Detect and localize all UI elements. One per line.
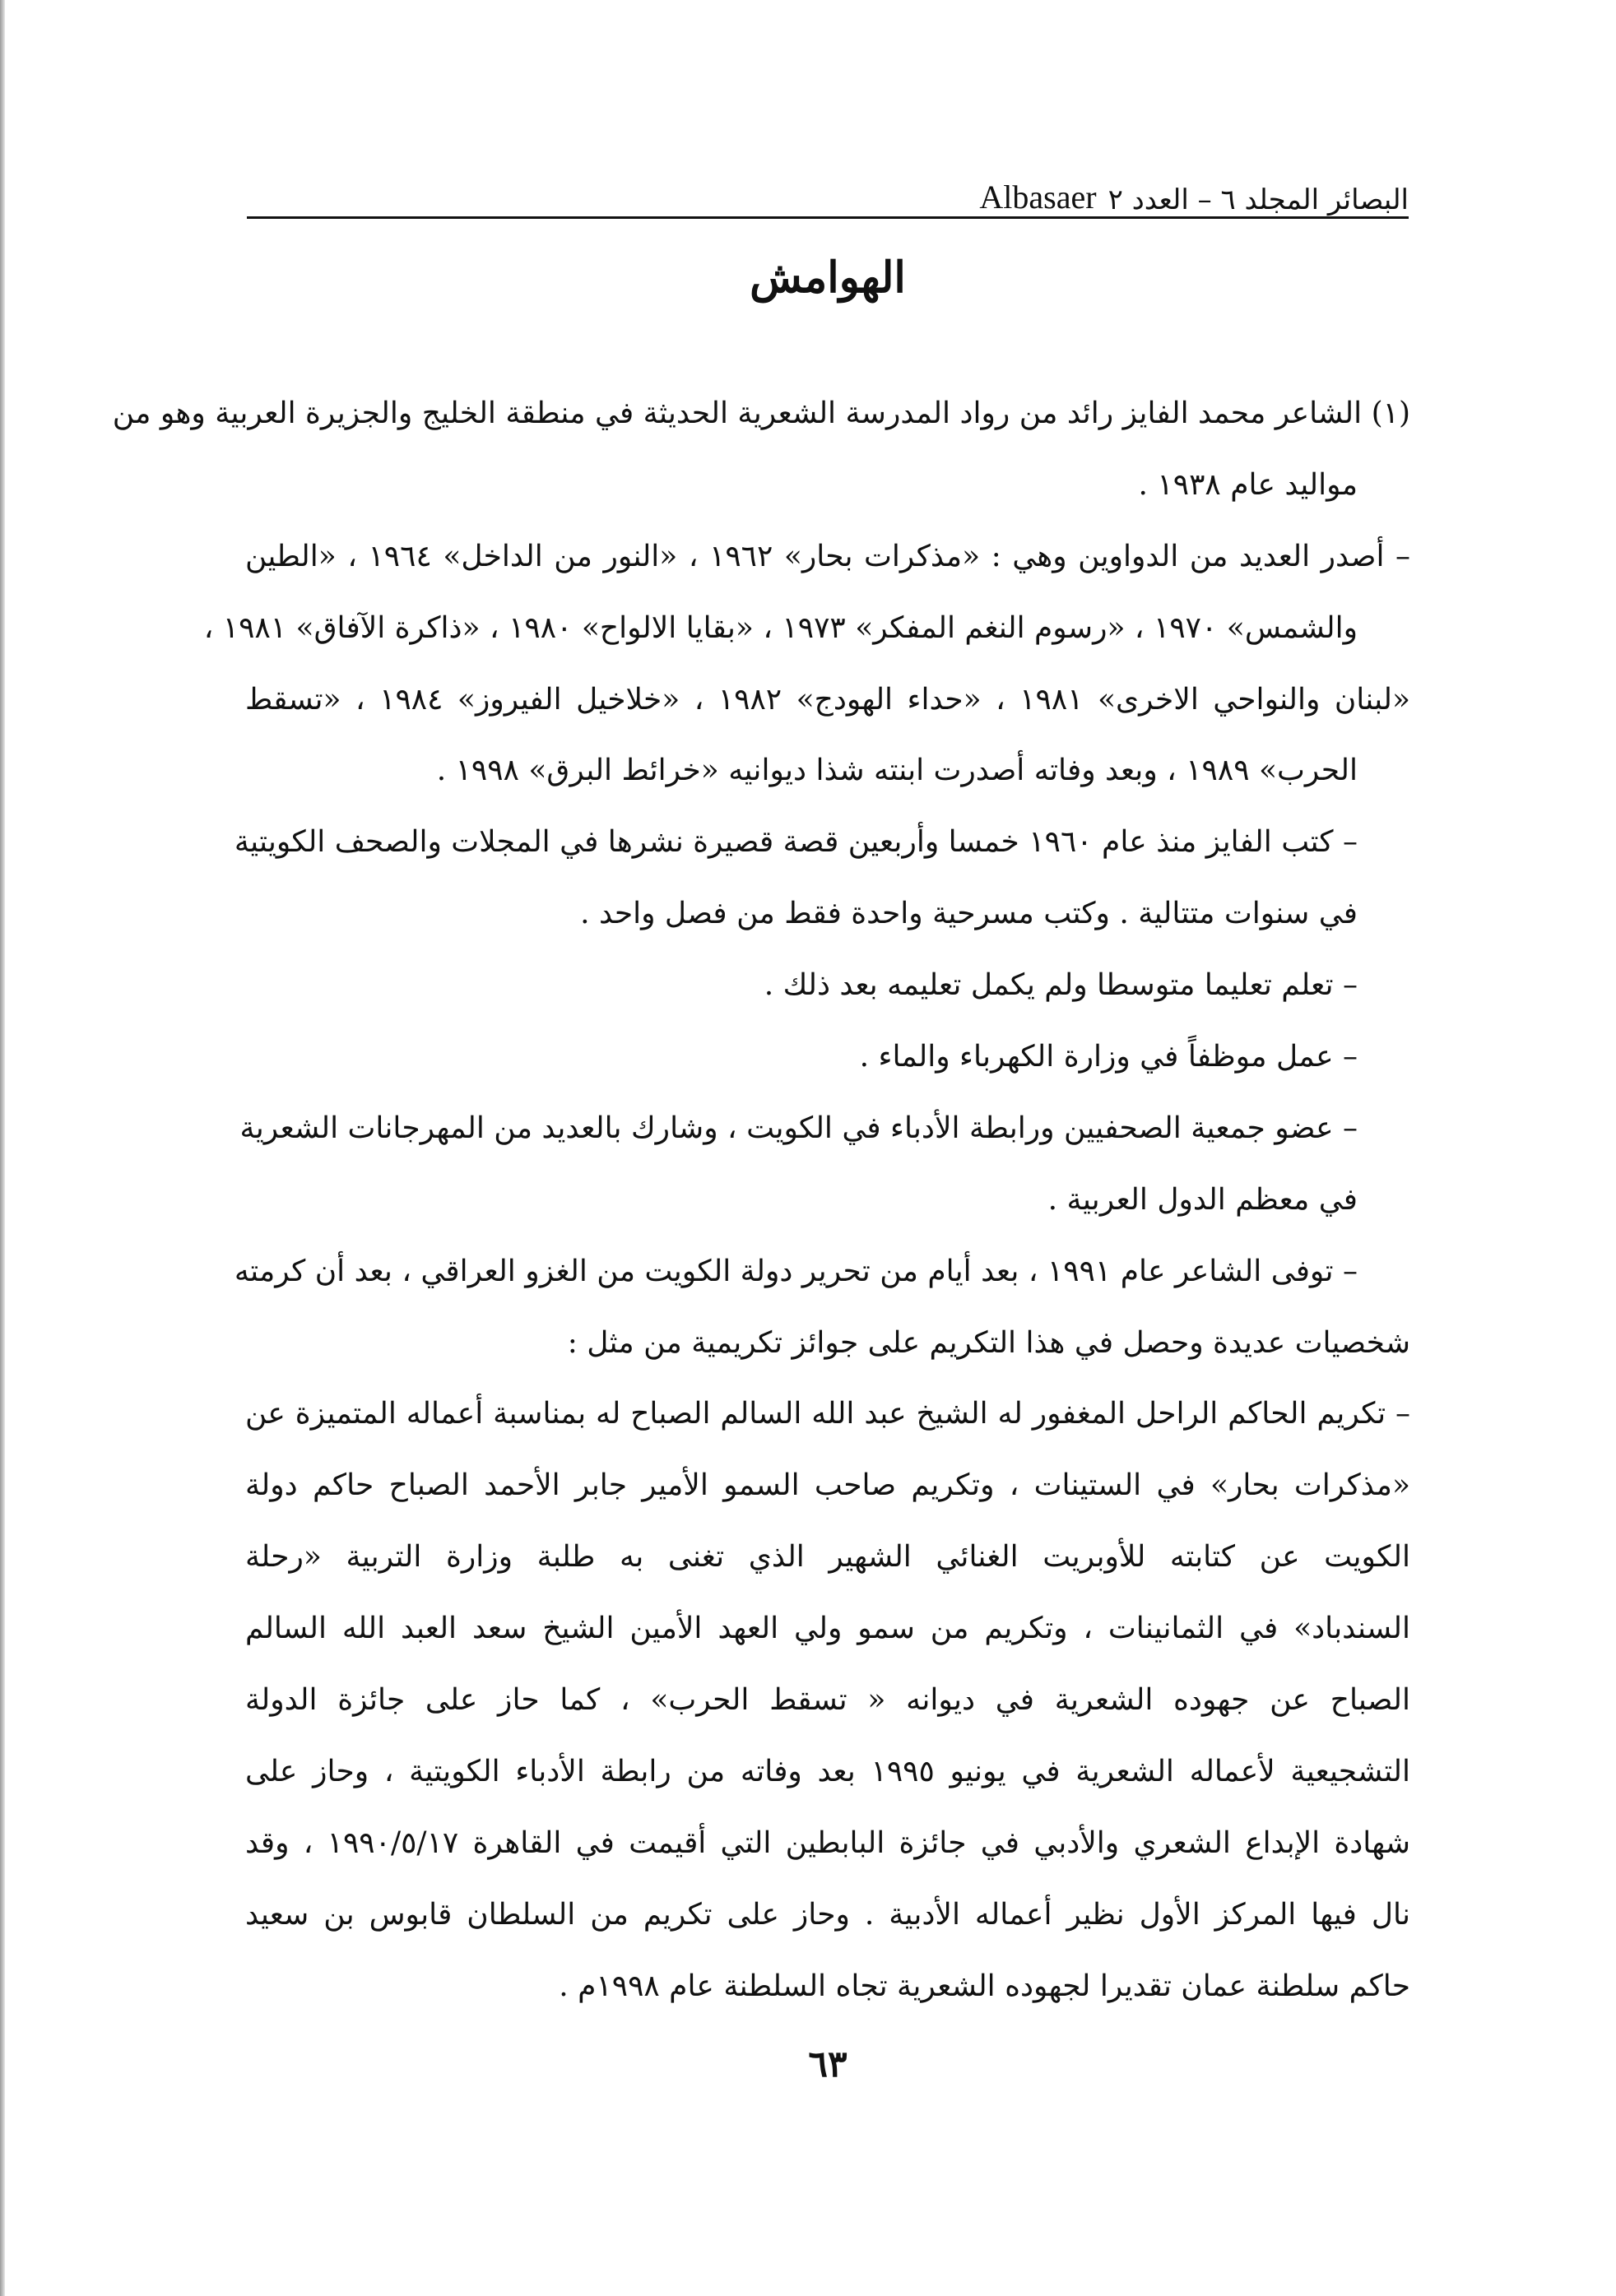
text-line: التشجيعية لأعماله الشعرية في يونيو ١٩٩٥ بعد وفاته من رابطة الأدباء الكويتية ، وحاز على (245, 1754, 1410, 1788)
text-line: – عمل موظفاً في وزارة الكهرباء والماء . (859, 1040, 1358, 1074)
text-line: – تكريم الحاكم الراحل المغفور له الشيخ عبد الله السالم الصباح له بمناسبة أعماله المتميزة عن (245, 1397, 1410, 1431)
text-line: شخصيات عديدة وحصل في هذا التكريم على جوائز تكريمية من مثل : (567, 1325, 1410, 1360)
header-rule (247, 216, 1409, 219)
text-line: – أصدر العديد من الدواوين وهي : «مذكرات بحار» ١٩٦٢ ، «النور من الداخل» ١٩٦٤ ، «الطين (245, 539, 1411, 573)
scan-edge-shadow (0, 0, 5, 2296)
text-line: السندباد» في الثمانينات ، وتكريم من سمو ولي العهد الأمين الشيخ سعد العبد الله السالم (245, 1612, 1410, 1646)
footnotes-body (112, 378, 1411, 2022)
text-line: مواليد عام ١٩٣٨ . (1138, 467, 1358, 502)
text-line: حاكم سلطنة عمان تقديرا لجهوده الشعرية تجاه السلطنة عام ١٩٩٨م . (559, 1969, 1410, 2003)
text-line: الصباح عن جهوده الشعرية في ديوانه « تسقط الحرب» ، كما حاز على جائزة الدولة (245, 1683, 1410, 1718)
header-arabic: البصائر المجلد ٦ – العدد ٢ (1108, 183, 1409, 216)
text-line: نال فيها المركز الأول نظير أعماله الأدبية . وحاز على تكريم من السلطان قابوس بن سعيد (245, 1897, 1410, 1932)
text-line: – عضو جمعية الصحفيين ورابطة الأدباء في الكويت ، وشارك بالعديد من المهرجانات الشعرية (239, 1111, 1358, 1145)
text-line: الكويت عن كتابته للأوبريت الغنائي الشهير الذي تغنى به طلبة وزارة التربية «رحلة (245, 1540, 1410, 1575)
text-line: – توفى الشاعر عام ١٩٩١ ، بعد أيام من تحرير دولة الكويت من الغزو العراقي ، بعد أن كرمته (234, 1254, 1358, 1288)
text-line: – تعلم تعليما متوسطا ولم يكمل تعليمه بعد ذلك . (764, 968, 1358, 1003)
text-line: «لبنان والنواحي الاخرى» ١٩٨١ ، «حداء الهودج» ١٩٨٢ ، «خلاخيل الفيروز» ١٩٨٤ ، «تسقط (245, 682, 1410, 717)
running-header (247, 159, 1409, 216)
text-line: في سنوات متتالية . وكتب مسرحية واحدة فقط من فصل واحد . (580, 897, 1358, 931)
text-line: والشمس» ١٩٧٠ ، «رسوم النغم المفكر» ١٩٧٣ ، «بقايا الالواح» ١٩٨٠ ، «ذاكرة الآفاق» ١٩٨١ ، (203, 610, 1358, 645)
text-line: «مذكرات بحار» في الستينات ، وتكريم صاحب السمو الأمير جابر الأحمد الصباح حاكم دولة (245, 1468, 1410, 1503)
text-line: الحرب» ١٩٨٩ ، وبعد وفاته أصدرت ابنته شذا ديوانيه «خرائط البرق» ١٩٩٨ . (436, 754, 1358, 788)
text-line: شهادة الإبداع الشعري والأدبي في جائزة البابطين التي أقيمت في القاهرة ١٩٩٠/٥/١٧ ، وقد (245, 1825, 1410, 1860)
page-title: الهوامش (750, 253, 906, 303)
text-line: في معظم الدول العربية . (1047, 1182, 1358, 1217)
header-latin: Albasaer (979, 179, 1097, 216)
text-line: – كتب الفايز منذ عام ١٩٦٠ خمسا وأربعين قصة قصيرة نشرها في المجلات والصحف الكويتية (234, 825, 1358, 860)
page-number: ٦٣ (808, 2043, 847, 2085)
text-line: (١) الشاعر محمد الفايز رائد من رواد المدرسة الشعرية الحديثة في منطقة الخليج والجزيرة العربية وهو من (112, 397, 1410, 430)
